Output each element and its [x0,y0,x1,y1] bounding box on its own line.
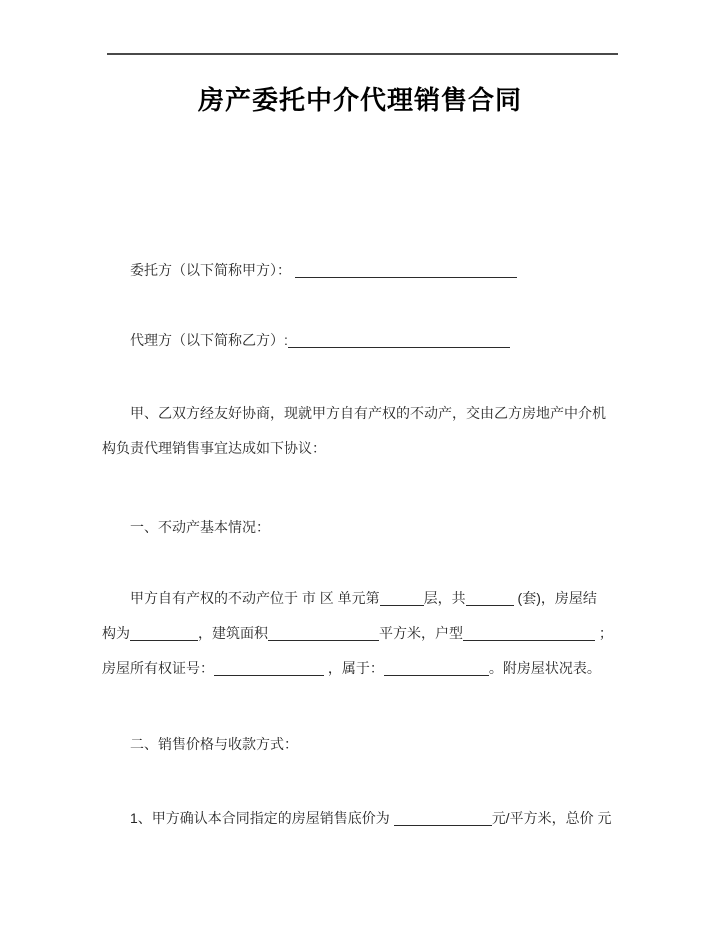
text-segment: 层，共 [423,590,466,606]
text-segment: 一、不动产基本情况： [130,519,270,535]
blank-underline [380,593,424,606]
property-line-1 [102,581,690,616]
section-1-heading [102,510,690,545]
blank-underline [466,593,514,606]
section-2-heading [102,727,690,762]
blank-underline [214,663,324,676]
blank-underline [295,265,517,278]
text-segment: (套)，房屋结 [513,590,597,606]
blank-underline [394,813,492,826]
text-segment: 构为 [102,625,130,641]
text-segment: 平方米，户型 [379,625,463,641]
text-segment: 构负责代理销售事宜达成如下协议： [102,440,326,456]
document-title: 房产委托中介代理销售合同 [197,85,522,115]
blank-underline [384,663,489,676]
property-line-2 [102,616,662,651]
text-segment: ，属于： [324,660,384,676]
party-a-line [102,253,690,288]
property-line-3 [102,651,662,686]
price-line-1 [102,801,690,836]
text-segment: 二、销售价格与收款方式： [130,736,298,752]
party-b-line [102,323,690,358]
text-segment: 委托方（以下简称甲方）： [130,262,295,278]
blank-underline [288,335,510,348]
text-segment: 。附房屋状况表。 [488,660,601,676]
text-segment: 1、甲方确认本合同指定的房屋销售底价为 [130,810,394,826]
blank-underline [268,628,379,641]
text-segment: 甲方自有产权的不动产位于 市 区 单元第 [130,590,380,606]
text-segment: 代理方（以下简称乙方）: [130,332,288,348]
text-segment: ，建筑面积 [198,625,268,641]
preamble-line-1 [102,396,690,431]
text-segment: 甲、乙双方经友好协商，现就甲方自有产权的不动产，交由乙方房地产中介机 [130,405,606,421]
text-segment: ； [595,625,613,641]
header-rule [107,53,618,55]
text-segment: 房屋所有权证号： [102,660,214,676]
blank-underline [463,628,595,641]
preamble-line-2 [102,431,662,466]
blank-underline [130,628,198,641]
text-segment: 元/平方米，总价 元 [491,810,612,826]
